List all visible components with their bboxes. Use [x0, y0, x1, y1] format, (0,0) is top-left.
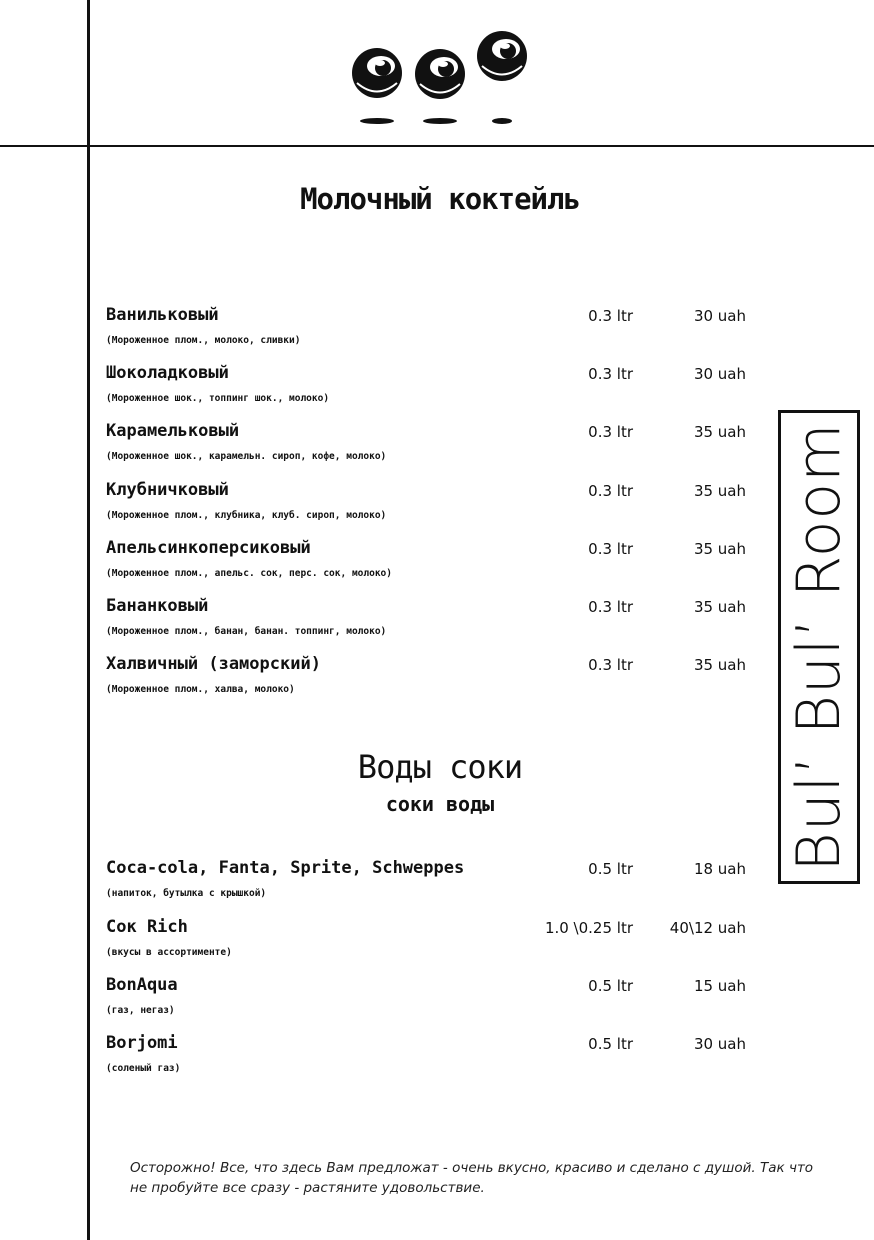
item-volume: 0.3 ltr	[588, 482, 633, 500]
item-price: 35 uah	[693, 598, 746, 616]
item-volume: 1.0 \0.25 ltr	[544, 919, 633, 937]
item-volume: 0.3 ltr	[588, 365, 633, 383]
item-description: (вкусы в ассортименте)	[106, 947, 232, 958]
item-price: 30 uah	[693, 307, 746, 325]
brand-box	[778, 410, 860, 884]
item-description: (Мороженное шок., карамельн. сироп, кофе, молоко)	[106, 451, 387, 462]
header-divider	[0, 145, 874, 147]
item-price: 35 uah	[693, 482, 746, 500]
item-name: Coca-cola, Fanta, Sprite, Schweppes	[106, 858, 465, 878]
item-description: (напиток, бутылка с крышкой)	[106, 888, 267, 899]
menu-item	[106, 538, 746, 596]
item-name: Апельсинкоперсиковый	[106, 538, 311, 558]
item-volume: 0.5 ltr	[588, 977, 633, 995]
item-name: Карамельковый	[106, 421, 240, 441]
item-description: (соленый газ)	[106, 1063, 181, 1074]
menu-item	[106, 654, 746, 712]
menu-item	[106, 858, 746, 916]
item-price: 30 uah	[693, 1035, 746, 1053]
item-description: (Мороженное плом., банан, банан. топпинг, молоко)	[106, 626, 387, 637]
item-name: Borjomi	[106, 1033, 178, 1053]
menu-item	[106, 1033, 746, 1091]
menu-item	[106, 421, 746, 479]
three-bubbles-logo-icon	[340, 28, 540, 128]
item-description: (Мороженное плом., халва, молоко)	[106, 684, 295, 695]
item-name: Ванильковый	[106, 305, 219, 325]
item-description: (Мороженное плом., молоко, сливки)	[106, 335, 301, 346]
item-description: (Мороженное плом., клубника, клуб. сироп, молоко)	[106, 510, 387, 521]
brand-name: Bul’ Bul’ Room	[784, 422, 854, 872]
menu-item	[106, 917, 746, 975]
item-volume: 0.5 ltr	[588, 1035, 633, 1053]
item-price: 35 uah	[693, 656, 746, 674]
item-name: Клубничковый	[106, 480, 229, 500]
item-volume: 0.3 ltr	[588, 423, 633, 441]
item-volume: 0.3 ltr	[588, 540, 633, 558]
menu-item	[106, 480, 746, 538]
item-volume: 0.5 ltr	[588, 860, 633, 878]
item-price: 40\12 uah	[669, 919, 746, 937]
item-price: 35 uah	[693, 423, 746, 441]
item-price: 35 uah	[693, 540, 746, 558]
item-name: Бананковый	[106, 596, 209, 616]
item-name: Шоколадковый	[106, 363, 229, 383]
item-volume: 0.3 ltr	[588, 598, 633, 616]
menu-item	[106, 596, 746, 654]
footer-note	[130, 1158, 830, 1198]
footer-line-2: не пробуйте все сразу - растяните удовольствие.	[130, 1180, 485, 1196]
menu-item	[106, 975, 746, 1033]
item-name: Халвичный (заморский)	[106, 654, 321, 674]
item-price: 15 uah	[693, 977, 746, 995]
item-volume: 0.3 ltr	[588, 307, 633, 325]
menu-item	[106, 363, 746, 421]
item-description: (Мороженное плом., апельс. сок, перс. сок, молоко)	[106, 568, 392, 579]
menu-item	[106, 305, 746, 363]
item-volume: 0.3 ltr	[588, 656, 633, 674]
section-title-milkshake: Молочный коктейль	[300, 182, 580, 216]
item-description: (газ, негаз)	[106, 1005, 175, 1016]
section-subtitle-drinks: соки воды	[385, 792, 495, 816]
item-name: Сок Rich	[106, 917, 188, 937]
item-description: (Мороженное шок., топпинг шок., молоко)	[106, 393, 330, 404]
footer-line-1: Осторожно! Все, что здесь Вам предложат - очень вкусно, красиво и сделано с душой. Так что	[130, 1160, 814, 1176]
section-title-drinks: Воды соки	[357, 748, 523, 786]
item-name: BonAqua	[106, 975, 178, 995]
item-price: 30 uah	[693, 365, 746, 383]
item-price: 18 uah	[693, 860, 746, 878]
